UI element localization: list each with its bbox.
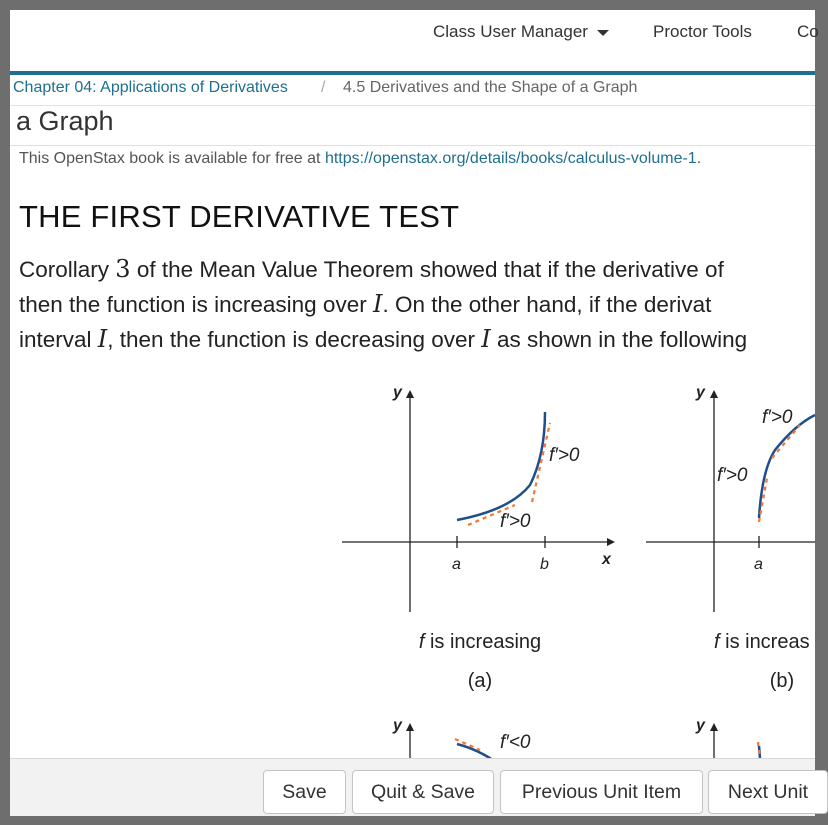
nav-item-truncated[interactable]: Co xyxy=(797,22,819,41)
math-number: 3 xyxy=(115,255,131,283)
divider xyxy=(10,145,815,146)
previous-unit-item-button[interactable]: Previous Unit Item xyxy=(500,770,703,814)
caption-text: is increasing xyxy=(424,631,542,653)
math-variable: I xyxy=(97,325,108,353)
panel-a-tick-b-label: b xyxy=(540,556,549,573)
save-button[interactable]: Save xyxy=(263,770,346,814)
text: of the Mean Value Theorem showed that if the derivative of xyxy=(130,257,724,282)
text: interval xyxy=(19,327,98,352)
openstax-link[interactable]: https://openstax.org/details/books/calculus-volume-1 xyxy=(324,150,697,167)
top-navigation xyxy=(10,10,819,75)
notice-suffix: . xyxy=(696,150,702,167)
panel-b-y-label: y xyxy=(696,384,705,401)
panel-b-curve xyxy=(759,415,815,518)
nav-class-user-manager-label: Class User Manager xyxy=(433,22,588,41)
paragraph-line-3 xyxy=(19,325,747,353)
math-variable: I xyxy=(481,325,491,353)
panel-a xyxy=(342,384,613,692)
nav-class-user-manager[interactable] xyxy=(433,22,609,42)
panel-b-tangent-upper xyxy=(772,425,800,458)
first-derivative-figure xyxy=(10,370,815,770)
notice-text: This OpenStax book is available for free at xyxy=(19,150,325,167)
openstax-notice xyxy=(19,150,701,168)
panel-d-y-label: y xyxy=(696,717,705,734)
quit-and-save-button[interactable]: Quit & Save xyxy=(352,770,494,814)
paragraph-line-1 xyxy=(19,255,724,283)
caption-text: is increas xyxy=(719,631,810,653)
app-window xyxy=(10,10,819,815)
panel-a-label-lower: f′>0 xyxy=(500,511,531,532)
breadcrumb xyxy=(10,75,815,106)
panel-c-y-label: y xyxy=(393,717,402,734)
panel-b-label-lower: f′>0 xyxy=(717,465,748,486)
panel-b-label-upper: f′>0 xyxy=(762,407,793,428)
panel-b-sublabel: (b) xyxy=(769,670,795,692)
caret-down-icon xyxy=(597,30,609,36)
nav-proctor-tools[interactable]: Proctor Tools xyxy=(653,22,752,41)
math-variable: I xyxy=(372,290,383,318)
panel-a-tangent-upper xyxy=(532,423,550,502)
section-heading: THE FIRST DERIVATIVE TEST xyxy=(19,199,460,234)
breadcrumb-separator: / xyxy=(321,79,326,96)
figure-graphs xyxy=(10,370,815,770)
page-title: a Graph xyxy=(16,106,114,136)
text: . On the other hand, if the derivat xyxy=(382,292,712,317)
paragraph-line-2 xyxy=(19,290,711,318)
panel-b-caption xyxy=(714,631,810,653)
panel-a-y-label: y xyxy=(393,384,402,401)
panel-b-tick-a-label: a xyxy=(754,556,763,573)
panel-a-label-upper: f′>0 xyxy=(549,445,580,466)
text: as shown in the following xyxy=(490,327,748,352)
panel-a-x-label: x xyxy=(602,551,611,568)
breadcrumb-current: 4.5 Derivatives and the Shape of a Graph xyxy=(343,79,638,96)
panel-a-caption xyxy=(419,631,541,653)
next-unit-button[interactable]: Next Unit xyxy=(708,770,828,814)
panel-c-label: f′<0 xyxy=(500,732,531,753)
panel-a-sublabel: (a) xyxy=(467,670,493,692)
breadcrumb-chapter-link[interactable]: Chapter 04: Applications of Derivatives xyxy=(13,79,288,96)
panel-a-curve xyxy=(457,412,545,520)
panel-b xyxy=(646,384,815,692)
text: , then the function is decreasing over xyxy=(107,327,482,352)
text: Corollary xyxy=(19,257,116,282)
bottom-action-bar xyxy=(10,758,815,816)
panel-a-tick-a-label: a xyxy=(452,556,461,573)
text: then the function is increasing over xyxy=(19,292,373,317)
caption-italic: f xyxy=(714,631,720,653)
caption-italic: f xyxy=(418,631,425,653)
